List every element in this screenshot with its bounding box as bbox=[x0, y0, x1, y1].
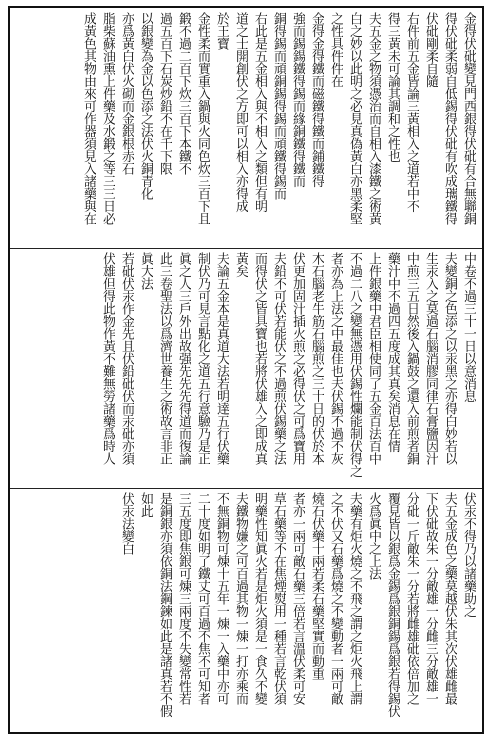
text-column: 金得伏砒變見門西銀得伏砒有合無聯銅 bbox=[461, 12, 476, 225]
text-column: 於王寶 bbox=[214, 12, 229, 50]
text-band-bottom bbox=[10, 488, 482, 732]
text-column: 之不伏又石藥爲燒之不變動者一兩可敵 bbox=[328, 492, 343, 705]
text-column: 夫鉛不可伏若能伏之不過煎伏錫藥之法 bbox=[271, 252, 286, 465]
text-column: 亦爲黃白伏火砌而金銀根赤石 bbox=[119, 12, 134, 175]
text-column: 伏汞不得乃以諸藥助之 bbox=[461, 492, 476, 617]
text-column: 二十度如明了鐵丈可百過不焦不可知者 bbox=[195, 492, 210, 705]
text-column: 而得伏之皆具寶也若將伏雄入之即成真 bbox=[252, 252, 267, 465]
text-column: 之性具件件在 bbox=[328, 12, 343, 87]
text-column: 燒石伏藥十兩若柔石藥堅實而動重 bbox=[309, 492, 324, 680]
text-column: 脂柴蘇油熏上件藥及水鍛之等三三日必 bbox=[100, 12, 115, 225]
text-column: 是銅銀亦須依銅法鋼鍊如此是諸真若不假 bbox=[157, 492, 172, 717]
text-column: 如此 bbox=[138, 492, 153, 517]
text-column: 火爲眞中之上法 bbox=[366, 492, 381, 580]
text-column: 右此是五金相入與不相入之類但有明 bbox=[252, 12, 267, 212]
text-column: 得伏砒柔弱自低錫得伏砒有吹成㼇鐵得 bbox=[442, 12, 457, 225]
text-column: 三五度即焦銀可煉三兩度不失變常性若 bbox=[176, 492, 191, 705]
text-column: 此三卷聖法以爲濟世養生之術故言非正 bbox=[157, 252, 172, 465]
text-band-top bbox=[10, 8, 482, 248]
text-column: 制伏乃可見言點化之道五行意驗乃是正 bbox=[195, 252, 210, 465]
text-column: 過五百下石炭炒鉛不在千下限 bbox=[157, 12, 172, 175]
text-column: 明藥性知眞火若是炬火須是一食久不變 bbox=[252, 492, 267, 705]
text-column: 草石藥等不在焦煙熨用一種若言乾伏須 bbox=[271, 492, 286, 705]
text-column: 若砒伏汞作金先且伏鉛砒伏而汞砒亦須 bbox=[119, 252, 134, 465]
text-column: 生汞入之莫過石腦消膠同律石膏鹽因汁 bbox=[423, 252, 438, 465]
text-column: 者亦一兩可敵石藥三倍若言溫伏柔可安 bbox=[290, 492, 305, 705]
text-column: 不過二八之變無憑用伏錫性爛能制伏得之 bbox=[347, 252, 362, 477]
text-column: 右件前五金皆論三黃相入之道若中不 bbox=[404, 12, 419, 212]
text-column: 金得金得鐵而磁鐵得鐵而鋪鐵得 bbox=[309, 12, 324, 187]
text-column: 覆見皆以銀爲金錫爲銀銅鍚爲銀若得錫伏 bbox=[385, 492, 400, 717]
text-column: 白之妙以此明之必見真偽黃白亦黑柔堅 bbox=[347, 12, 362, 225]
text-column: 夫五金之物須憑治而自相入漆鐵之術黃 bbox=[366, 12, 381, 225]
text-column: 夫論五金本是真道大法若明達五行伏藥 bbox=[214, 252, 229, 465]
text-column: 分砒一斤敵朱一分若將雌雄砒依倍加之 bbox=[404, 492, 419, 705]
text-column: 夫藥有炬火燒之不飛之謂之炬火飛上謂 bbox=[347, 492, 362, 705]
text-column: 者亦為上法之中最佳也夫伏錫不過不灰 bbox=[328, 252, 343, 465]
text-column: 道之士開創伏之方即可以相入亦得成 bbox=[233, 12, 248, 212]
text-column: 伏汞法變白 bbox=[119, 492, 134, 555]
text-column: 伏砒剛柔自隨 bbox=[423, 12, 438, 87]
text-column: 伏雄但得此物作黃不難無勞諸藥爲時人 bbox=[100, 252, 115, 465]
text-column: 眞之人三戶外出故强先先先得道而復論 bbox=[176, 252, 191, 465]
text-band-middle bbox=[10, 248, 482, 488]
text-column: 強而錫鍚鐵得錫而緣銅鐵得鐵而 bbox=[290, 12, 305, 187]
text-column: 以銀變為金以色添之法伏火銅青化 bbox=[138, 12, 153, 200]
text-column: 下伏砒故朱一分敵雄一分雌三分敵雄一 bbox=[423, 492, 438, 705]
text-column: 木石腦老牛筋石腦煎之三十日的伏於本 bbox=[309, 252, 324, 465]
text-column: 成黃色其物由來可作器須見入諸藥與在 bbox=[81, 12, 96, 225]
text-column: 伏更加固汁插火煎之必得伏之可爲寶用 bbox=[290, 252, 305, 465]
text-column: 鍛不過二百下炊三百下本鐵不 bbox=[176, 12, 191, 175]
text-column: 金性柔而實重入鍋與火同色炊三百下且 bbox=[195, 12, 210, 225]
book-page bbox=[8, 6, 484, 734]
text-column: 夫五金成色之藥莫越伏朱其次伏雄雌最 bbox=[442, 492, 457, 705]
text-column: 上件銀藥中君臣相使同了五金百法百中 bbox=[366, 252, 381, 465]
text-column: 銅得錫而頑銅錫得錫而頑鐵得錫而 bbox=[271, 12, 286, 200]
text-column: 黃矣 bbox=[233, 252, 248, 277]
text-column: 得三黃未可論其調和之性也 bbox=[385, 12, 400, 162]
text-column: 中煎三五日然後入鍋鼓之還入前煎者銅 bbox=[404, 252, 419, 465]
text-column: 藥汁中不過四五度成其真矣消息在情 bbox=[385, 252, 400, 452]
text-column: 眞大法 bbox=[138, 252, 153, 290]
text-column: 夫變銅之色添之以汞黑之亦得白妙若以 bbox=[442, 252, 457, 465]
text-column: 中卷不過三十一日以意消息 bbox=[461, 252, 476, 402]
text-column: 夫鐵物嫌之可百過其物一煉一打亦乘而 bbox=[233, 492, 248, 705]
text-column: 不無銅物可煉十五年一煉一入藥中亦可 bbox=[214, 492, 229, 705]
